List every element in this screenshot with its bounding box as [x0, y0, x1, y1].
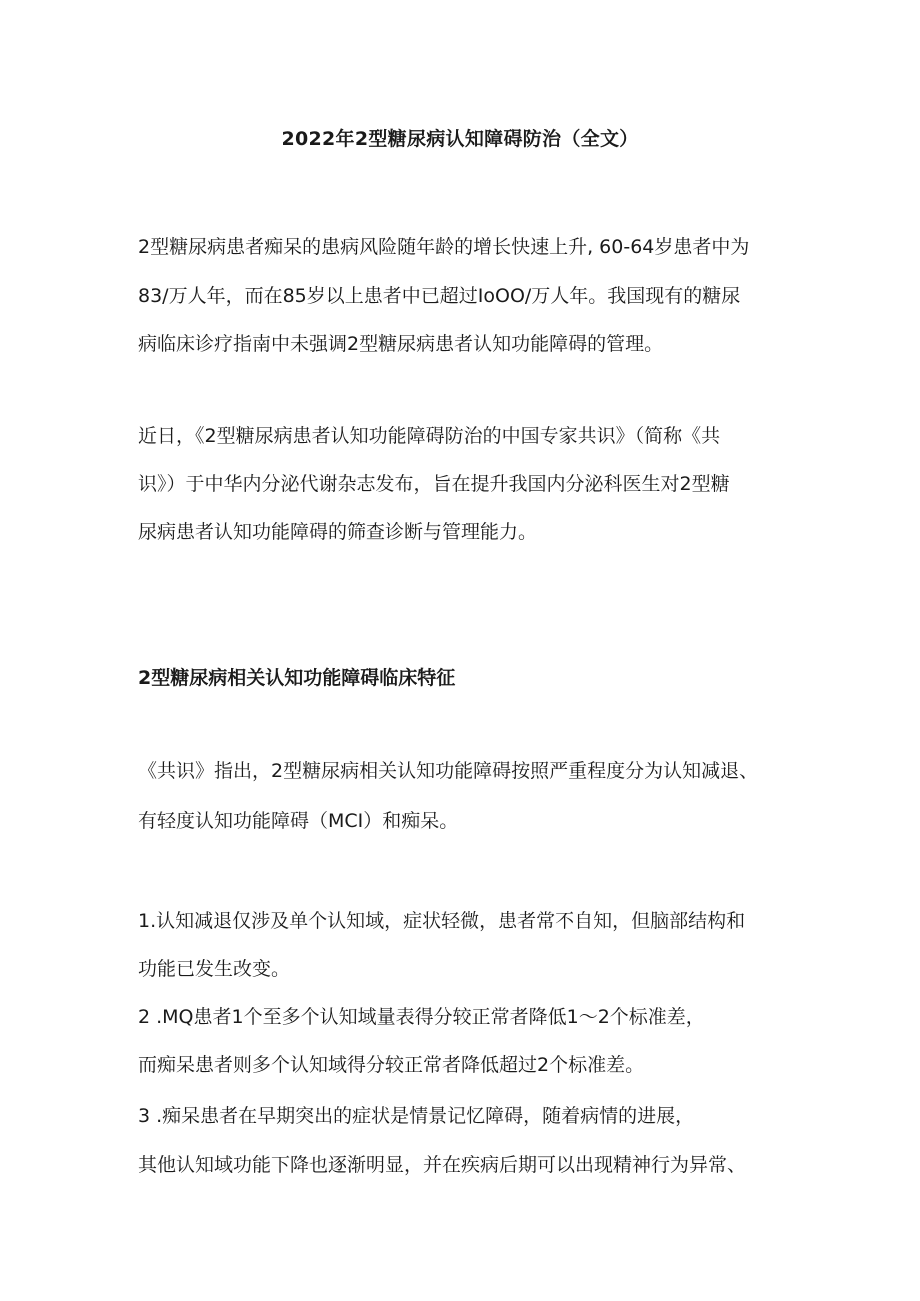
paragraph-2-line-2: 识》）于中华内分泌代谢杂志发布，旨在提升我国内分泌科医生对2型糖	[138, 473, 730, 495]
paragraph-1-line-3: 病临床诊疗指南中未强调2型糖尿病患者认知功能障碍的管理。	[138, 333, 664, 355]
list-item-1-line-2: 功能已发生改变。	[138, 958, 291, 980]
paragraph-2-line-1: 近日，《2型糖尿病患者认知功能障碍防治的中国专家共识》（简称《共	[138, 425, 721, 447]
list-item-3-line-2: 其他认知域功能下降也逐渐明显，并在疾病后期可以出现精神行为异常、	[138, 1154, 747, 1176]
list-item-2-line-1: 2 .MQ患者1个至多个认知域量表得分较正常者降低1～2个标准差，	[138, 1006, 705, 1028]
list-item-2-line-2: 而痴呆患者则多个认知域得分较正常者降低超过2个标准差。	[138, 1054, 645, 1076]
section-heading: 2型糖尿病相关认知功能障碍临床特征	[138, 667, 456, 689]
document-title: 2022年2型糖尿病认知障碍防治（全文）	[281, 128, 639, 150]
paragraph-1-line-1: 2型糖尿病患者痴呆的患病风险随年龄的增长快速上升, 60-64岁患者中为	[138, 236, 750, 258]
paragraph-3-line-2: 有轻度认知功能障碍（MCI）和痴呆。	[138, 810, 459, 832]
paragraph-3-line-1: 《共识》指出，2型糖尿病相关认知功能障碍按照严重程度分为认知减退、	[138, 760, 759, 782]
list-item-1-line-1: 1.认知减退仅涉及单个认知域，症状轻微，患者常不自知，但脑部结构和	[138, 910, 746, 932]
list-item-3-line-1: 3 .痴呆患者在早期突出的症状是情景记忆障碍，随着病情的进展，	[138, 1105, 695, 1127]
paragraph-1-line-2: 83/万人年，而在85岁以上患者中已超过IoOO/万人年。我国现有的糖尿	[138, 285, 741, 307]
paragraph-2-line-3: 尿病患者认知功能障碍的筛查诊断与管理能力。	[138, 521, 538, 543]
